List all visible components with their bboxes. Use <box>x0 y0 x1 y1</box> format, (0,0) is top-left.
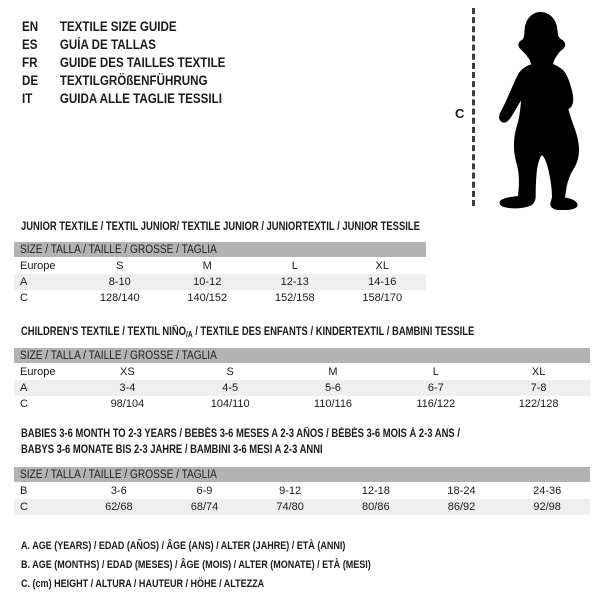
height-value: 128/140 <box>99 292 140 304</box>
children-title-pre: CHILDREN'S TEXTILE / TEXTIL NIÑO <box>21 326 187 338</box>
height-value: 62/68 <box>105 501 133 513</box>
age-value: 4-5 <box>222 382 239 394</box>
language-code: FR <box>22 54 38 70</box>
language-row-fr <box>22 53 225 71</box>
language-row-en <box>22 17 225 35</box>
row-label: Europe <box>20 366 56 378</box>
height-measure-label: C <box>455 106 465 121</box>
row-label: C <box>20 292 28 304</box>
size-value: XL <box>375 260 389 272</box>
row-label: A <box>20 276 28 288</box>
junior-size-table <box>14 242 426 306</box>
row-label: C <box>20 398 28 410</box>
junior-table-rows <box>14 258 426 306</box>
row-label: C <box>20 501 28 513</box>
height-value: 80/86 <box>362 501 390 513</box>
age-value: 3-6 <box>110 485 127 497</box>
height-value: 92/98 <box>533 501 561 513</box>
language-title: TEXTILE SIZE GUIDE <box>59 18 177 34</box>
size-value: XL <box>531 366 546 378</box>
size-header-label: SIZE / TALLA / TAILLE / GRÖSSE / TAGLIA <box>20 468 217 481</box>
age-value: 12-13 <box>280 276 309 288</box>
table-row-age <box>14 274 426 290</box>
size-header-label: SIZE / TALLA / TAILLE / GRÖSSE / TAGLIA <box>20 349 217 362</box>
children-table-title-text <box>21 325 474 343</box>
table-row-europe <box>14 258 426 274</box>
footnote-age-months: B. AGE (MONTHS) / EDAD (MESES) / ÂGE (MOIS) / ALTER (MONATE) / ETÀ (MESI) <box>21 559 371 571</box>
language-legend <box>22 17 259 107</box>
size-header-label: SIZE / TALLA / TAILLE / GRÖSSE / TAGLIA <box>20 243 217 256</box>
footnote-height: C. (cm) HEIGHT / ALTURA / HAUTEUR / HÖHE / ALTEZZA <box>21 578 265 590</box>
height-value: 68/74 <box>190 501 219 513</box>
height-measure-dashed-line <box>472 8 475 206</box>
height-value: 122/128 <box>518 398 559 410</box>
age-value: 5-6 <box>325 382 341 394</box>
language-title: GUIDE DES TAILLES TEXTILE <box>59 54 226 70</box>
children-title-post: / TEXTILE DES ENFANTS / KINDERTEXTIL / BAMBINI TESSILE <box>192 326 475 338</box>
table-row-height <box>14 396 590 412</box>
row-label: B <box>20 485 28 497</box>
children-table-title <box>21 325 574 343</box>
table-row-europe <box>14 364 590 380</box>
size-value: L <box>432 366 439 378</box>
language-row-es <box>22 35 225 53</box>
size-value: S <box>116 260 124 272</box>
babies-table-rows <box>14 483 590 515</box>
babies-table-title <box>21 427 556 458</box>
size-value: L <box>291 260 298 272</box>
height-value: 74/80 <box>276 501 304 513</box>
toddler-silhouette-icon <box>481 4 598 210</box>
junior-table-title <box>21 220 507 236</box>
language-code: ES <box>22 36 38 52</box>
height-value: 86/92 <box>447 501 476 513</box>
junior-size-header-band <box>14 242 426 257</box>
language-code: EN <box>22 18 39 34</box>
language-code: DE <box>22 72 39 88</box>
children-table-rows <box>14 364 590 412</box>
age-value: 7-8 <box>530 382 547 394</box>
age-value: 8-10 <box>108 276 131 288</box>
age-value: 9-12 <box>279 485 302 497</box>
language-code: IT <box>22 90 33 106</box>
children-size-header-band <box>14 348 590 363</box>
footnotes <box>21 537 448 594</box>
babies-size-table <box>14 467 590 515</box>
height-value: 116/122 <box>416 398 456 410</box>
language-row-de <box>22 71 225 89</box>
table-row-height <box>14 290 426 306</box>
language-title: GUIDA ALLE TAGLIE TESSILI <box>59 90 222 106</box>
age-value: 24-36 <box>533 485 562 497</box>
height-value: 104/110 <box>210 398 250 410</box>
table-row-height <box>14 499 590 515</box>
age-value: 3-4 <box>119 382 136 394</box>
babies-size-header-band <box>14 467 590 482</box>
row-label: Europe <box>20 260 56 272</box>
language-row-it <box>22 89 225 107</box>
height-value: 98/104 <box>110 398 145 410</box>
age-value: 14-16 <box>368 276 397 288</box>
size-value: S <box>226 366 234 378</box>
row-label: A <box>20 382 28 394</box>
language-title: TEXTILGRÖßENFÜHRUNG <box>59 72 208 88</box>
age-value: 6-7 <box>427 382 444 394</box>
children-title-sub: /A <box>186 330 193 339</box>
language-title: GUÍA DE TALLAS <box>59 36 156 52</box>
table-row-age-months <box>14 483 590 499</box>
height-value: 158/170 <box>362 292 403 304</box>
age-value: 18-24 <box>447 485 476 497</box>
height-value: 110/116 <box>313 398 353 410</box>
babies-table-title-line1: BABIES 3-6 MONTH TO 2-3 YEARS / BEBÉS 3-6 MESES A 2-3 AÑOS / BÉBÉS 3-6 MOIS À 2-3 ANS / <box>21 428 460 440</box>
size-value: M <box>202 260 212 272</box>
table-row-age <box>14 380 590 396</box>
size-value: XS <box>120 366 135 378</box>
junior-table-title-text: JUNIOR TEXTILE / TEXTIL JUNIOR/ TEXTILE JUNIOR / JUNIORTEXTIL / JUNIOR TESSILE <box>21 221 420 233</box>
age-value: 10-12 <box>193 276 222 288</box>
children-size-table <box>14 348 590 412</box>
babies-table-title-line2: BABYS 3-6 MONATE BIS 2-3 JAHRE / BAMBINI 3-6 MESI A 2-3 ANNI <box>21 443 323 456</box>
age-value: 12-18 <box>361 485 390 497</box>
footnote-age-years: A. AGE (YEARS) / EDAD (AÑOS) / ÂGE (ANS) / ALTER (JAHRE) / ETÀ (ANNI) <box>21 540 346 552</box>
age-value: 6-9 <box>196 485 213 497</box>
height-value: 152/158 <box>274 292 315 304</box>
size-value: M <box>328 366 338 378</box>
height-value: 140/152 <box>187 292 228 304</box>
